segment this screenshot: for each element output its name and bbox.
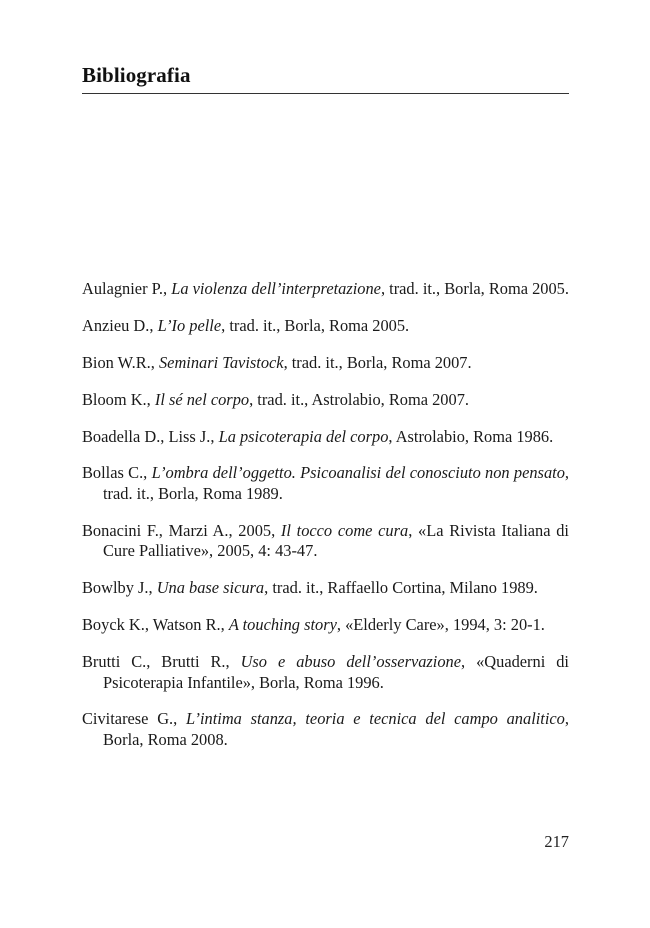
bibliography-entry bbox=[82, 709, 569, 750]
bibliography-entry bbox=[82, 521, 569, 562]
entry-authors: Bollas C., bbox=[82, 463, 152, 483]
bibliography-entry bbox=[82, 316, 569, 337]
book-page bbox=[82, 0, 568, 928]
entry-details: , «Quaderni di Psicoterapia Infantile», Borla, Roma 1996. bbox=[103, 652, 569, 692]
entry-authors: Bowlby J., bbox=[82, 578, 157, 598]
entry-authors: Anzieu D., bbox=[82, 315, 158, 335]
entry-details: , trad. it., Borla, Roma 1989. bbox=[103, 463, 569, 503]
entry-authors: Brutti C., Brutti R., bbox=[82, 652, 241, 672]
bibliography-entry bbox=[82, 652, 569, 693]
entry-authors: Aulagnier P., bbox=[82, 279, 172, 298]
entry-title: Uso e abuso dell’osservazione bbox=[240, 652, 462, 672]
entry-details: , «Elderly Care», 1994, 3: 20-1. bbox=[336, 615, 545, 635]
bibliography-entry bbox=[82, 463, 569, 504]
page-title: Bibliografia bbox=[82, 63, 191, 87]
entry-details: , trad. it., Raffaello Cortina, Milano 1989. bbox=[264, 578, 538, 598]
bibliography-entry bbox=[82, 615, 569, 636]
entry-authors: Bloom K., bbox=[82, 389, 155, 409]
entry-authors: Boyck K., Watson R., bbox=[82, 615, 229, 635]
entry-authors: Boadella D., Liss J., bbox=[82, 426, 219, 446]
entry-title: La psicoterapia del corpo bbox=[218, 426, 389, 446]
entry-authors: Bonacini F., Marzi A., 2005, bbox=[82, 520, 281, 540]
heading-rule bbox=[82, 93, 569, 94]
bibliography-entry bbox=[82, 427, 569, 448]
entry-title: A touching story bbox=[228, 615, 337, 635]
bibliography-entry bbox=[82, 279, 569, 300]
entry-title: L’Io pelle bbox=[157, 315, 222, 335]
entry-details: , Borla, Roma 2008. bbox=[103, 709, 569, 749]
entry-details: , Astrolabio, Roma 1986. bbox=[388, 426, 554, 446]
entry-details: , trad. it., Borla, Roma 2005. bbox=[380, 279, 569, 298]
entry-title: Il tocco come cura bbox=[280, 520, 409, 540]
entry-authors: Civitarese G., bbox=[82, 709, 186, 729]
entry-title: La violenza dell’interpretazione bbox=[171, 279, 381, 298]
bibliography-entry bbox=[82, 578, 569, 599]
entry-authors: Bion W.R., bbox=[82, 352, 159, 372]
entry-title: Il sé nel corpo bbox=[154, 389, 250, 409]
page-number: 217 bbox=[544, 832, 569, 851]
entry-details: , trad. it., Borla, Roma 2007. bbox=[283, 352, 472, 372]
bibliography-list bbox=[82, 279, 569, 760]
entry-title: Seminari Tavistock bbox=[158, 352, 284, 372]
entry-details: , trad. it., Astrolabio, Roma 2007. bbox=[249, 389, 469, 409]
entry-details: , trad. it., Borla, Roma 2005. bbox=[221, 315, 410, 335]
entry-title: L’ombra dell’oggetto. Psicoanalisi del conosciuto non pensato bbox=[151, 463, 565, 483]
entry-details: , «La Rivista Italiana di Cure Palliative», 2005, 4: 43-47. bbox=[103, 520, 569, 561]
bibliography-entry bbox=[82, 390, 569, 411]
entry-title: Una base sicura bbox=[156, 578, 265, 598]
entry-title: L’intima stanza, teoria e tecnica del campo analitico bbox=[186, 709, 565, 729]
bibliography-entry bbox=[82, 353, 569, 374]
